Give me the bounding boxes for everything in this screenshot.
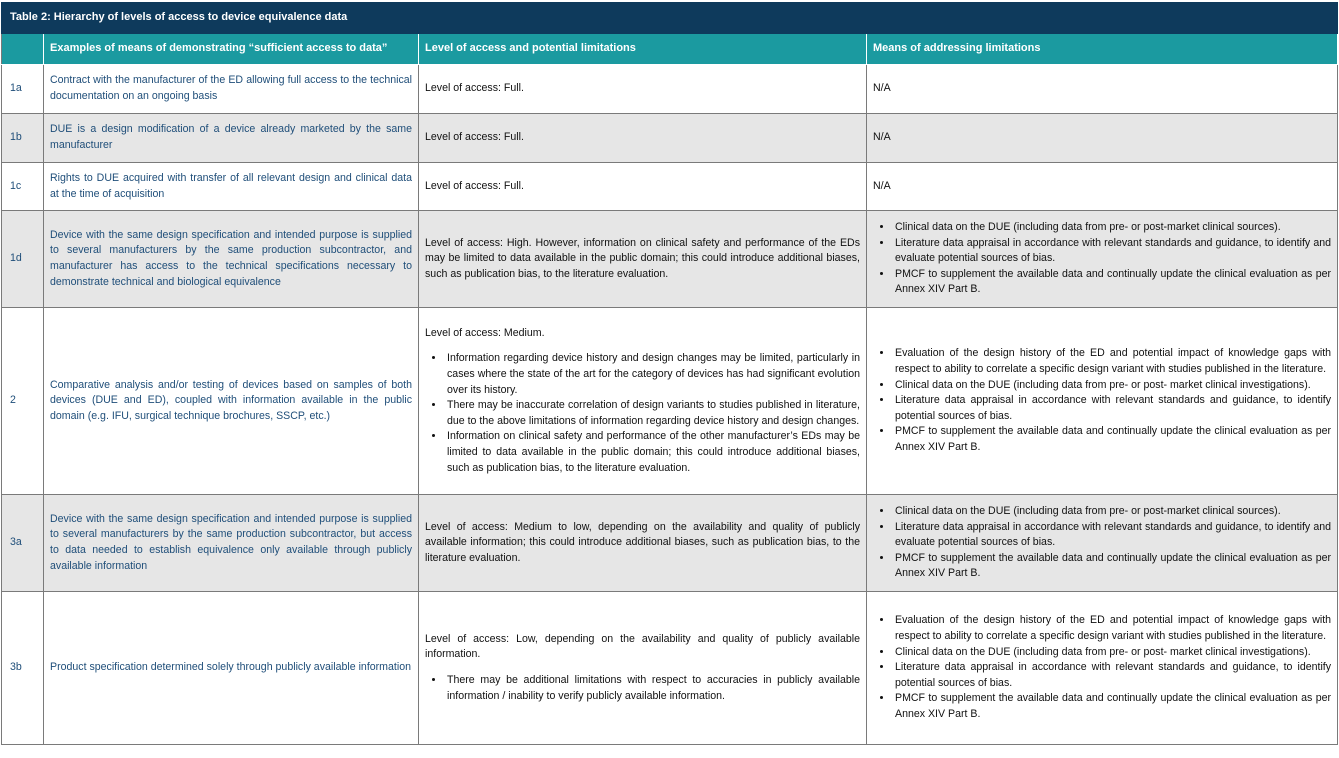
level-summary: Level of access: Low, depending on the availability and quality of publicly available information. <box>425 632 860 661</box>
table-header-row <box>2 34 1338 65</box>
table-row <box>2 211 1338 308</box>
list-item: • Clinical data on the DUE (including data from pre- or post- market clinical investigations). <box>893 378 1331 394</box>
row-example: Comparative analysis and/or testing of devices based on samples of both devices (DUE and ED), coupled with information available in the public domain (e.g. IFU, surgical technique brochures, SSCP, etc.) <box>44 308 419 495</box>
list-item: • Information regarding device history and design changes may be limited, particularly in cases where the state of the art for the category of devices has had significant evolution over its history. <box>445 351 860 398</box>
row-means: N/A <box>867 65 1338 114</box>
level-summary: Level of access: Medium. <box>425 326 545 339</box>
row-level <box>419 592 867 745</box>
list-item: • Evaluation of the design history of the ED and potential impact of knowledge gaps with respect to ability to correlate a specific design variant with studies published in the literature. <box>893 346 1331 377</box>
table-row <box>2 495 1338 592</box>
row-means: N/A <box>867 163 1338 211</box>
table-row <box>2 114 1338 163</box>
list-item: • Evaluation of the design history of the ED and potential impact of knowledge gaps with respect to ability to correlate a specific design variant with studies published in the literature. <box>893 613 1331 644</box>
list-item: • Literature data appraisal in accordance with relevant standards and guidance, to identify potential sources of bias. <box>893 660 1331 691</box>
row-level: Level of access: Full. <box>419 114 867 163</box>
table-title: Table 2: Hierarchy of levels of access to device equivalence data <box>2 3 1338 34</box>
list-item: • There may be inaccurate correlation of design variants to studies published in literature, due to the above limitations of information regarding device history and design changes. <box>445 398 860 429</box>
row-means <box>867 211 1338 308</box>
means-list <box>873 613 1331 722</box>
means-list <box>873 504 1331 582</box>
header-id <box>2 34 44 65</box>
row-id: 3b <box>2 592 44 745</box>
table-row <box>2 163 1338 211</box>
row-example: DUE is a design modification of a device already marketed by the same manufacturer <box>44 114 419 163</box>
list-item: • Information on clinical safety and performance of the other manufacturer’s EDs may be limited to data available in the public domain; this could introduce additional biases, such as publication bias, to the literature evaluation. <box>445 429 860 476</box>
row-level: Level of access: Full. <box>419 65 867 114</box>
row-level: Level of access: High. However, information on clinical safety and performance of the EDs may be limited to data available in the public domain; this could introduce additional biases, such as publication bias, to the literature evaluation. <box>419 211 867 308</box>
table-row <box>2 65 1338 114</box>
table-row <box>2 308 1338 495</box>
list-item: • PMCF to supplement the available data and continually update the clinical evaluation as per Annex XIV Part B. <box>893 267 1331 298</box>
row-means <box>867 592 1338 745</box>
row-level <box>419 308 867 495</box>
table-row <box>2 592 1338 745</box>
row-means <box>867 308 1338 495</box>
level-limitations-list <box>425 673 860 704</box>
document-table-container <box>1 2 1338 745</box>
header-level: Level of access and potential limitations <box>419 34 867 65</box>
means-list <box>873 346 1331 455</box>
list-item: • There may be additional limitations with respect to accuracies in publicly available information / inability to verify publicly available information. <box>445 673 860 704</box>
access-hierarchy-table <box>1 2 1338 745</box>
row-id: 1d <box>2 211 44 308</box>
row-id: 1c <box>2 163 44 211</box>
row-id: 2 <box>2 308 44 495</box>
row-example: Device with the same design specification and intended purpose is supplied to several manufacturers by the same production subcontractor, and manufacturer has access to the technical specifications necessary to demonstrate technical and biological equivalence <box>44 211 419 308</box>
row-id: 3a <box>2 495 44 592</box>
row-means: N/A <box>867 114 1338 163</box>
list-item: • Clinical data on the DUE (including data from pre- or post- market clinical investigations). <box>893 645 1331 661</box>
row-example: Product specification determined solely through publicly available information <box>44 592 419 745</box>
row-means <box>867 495 1338 592</box>
row-id: 1b <box>2 114 44 163</box>
list-item: • Literature data appraisal in accordance with relevant standards and guidance, to identify potential sources of bias. <box>893 393 1331 424</box>
row-example: Device with the same design specification and intended purpose is supplied to several manufacturers by the same production subcontractor, but access to data needed to establish equivalence only available through publicly available information <box>44 495 419 592</box>
table-title-row <box>2 3 1338 34</box>
list-item: • PMCF to supplement the available data and continually update the clinical evaluation as per Annex XIV Part B. <box>893 551 1331 582</box>
list-item: • Literature data appraisal in accordance with relevant standards and guidance, to identify and evaluate potential sources of bias. <box>893 236 1331 267</box>
row-level: Level of access: Medium to low, depending on the availability and quality of publicly available information; this could introduce additional biases, such as publication bias, to the literature evaluation. <box>419 495 867 592</box>
row-example: Contract with the manufacturer of the ED allowing full access to the technical documentation on an ongoing basis <box>44 65 419 114</box>
list-item: • Clinical data on the DUE (including data from pre- or post-market clinical sources). <box>893 504 1331 520</box>
list-item: • PMCF to supplement the available data and continually update the clinical evaluation as per Annex XIV Part B. <box>893 691 1331 722</box>
list-item: • PMCF to supplement the available data and continually update the clinical evaluation as per Annex XIV Part B. <box>893 424 1331 455</box>
list-item: • Literature data appraisal in accordance with relevant standards and guidance, to identify and evaluate potential sources of bias. <box>893 520 1331 551</box>
level-limitations-list <box>425 351 860 476</box>
row-level: Level of access: Full. <box>419 163 867 211</box>
header-means: Means of addressing limitations <box>867 34 1338 65</box>
list-item: • Clinical data on the DUE (including data from pre- or post-market clinical sources). <box>893 220 1331 236</box>
row-example: Rights to DUE acquired with transfer of all relevant design and clinical data at the time of acquisition <box>44 163 419 211</box>
means-list <box>873 220 1331 298</box>
row-id: 1a <box>2 65 44 114</box>
header-examples: Examples of means of demonstrating “sufficient access to data” <box>44 34 419 65</box>
